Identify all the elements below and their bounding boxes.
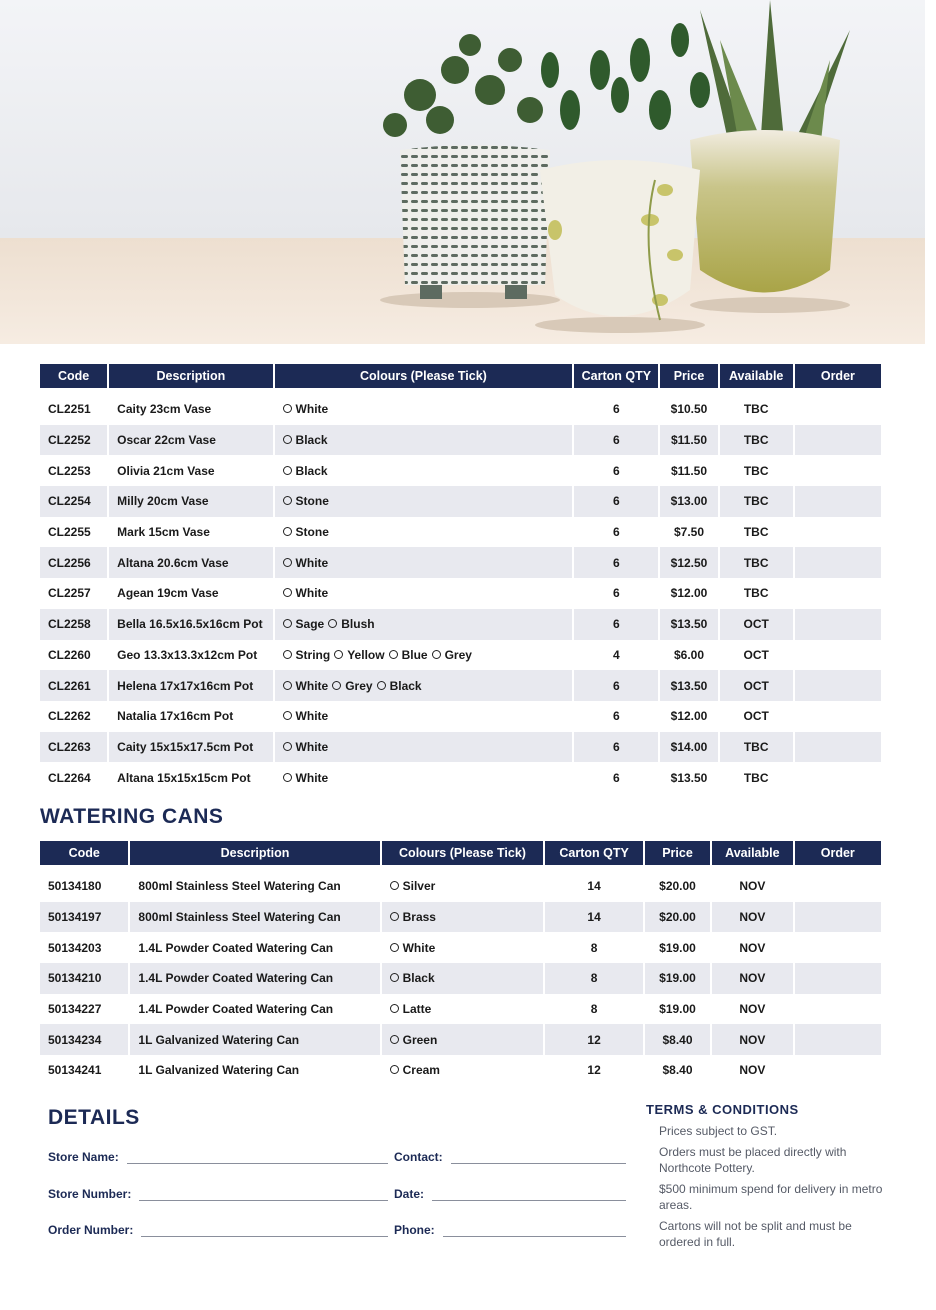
product-code: CL2255 bbox=[40, 517, 107, 548]
watering-cans-title: WATERING CANS bbox=[40, 805, 224, 828]
colour-tick-option[interactable]: Grey bbox=[332, 679, 372, 693]
order-input-cell[interactable] bbox=[795, 994, 881, 1025]
table-row bbox=[40, 425, 881, 456]
colour-tick-option[interactable]: Blue bbox=[389, 648, 428, 662]
contact-line[interactable] bbox=[451, 1151, 626, 1164]
colour-options bbox=[275, 486, 573, 517]
product-code: CL2261 bbox=[40, 670, 107, 701]
terms-item: Orders must be placed directly with Northcote Pottery. bbox=[659, 1144, 847, 1175]
date-field[interactable] bbox=[394, 1183, 626, 1201]
product-description: Altana 20.6cm Vase bbox=[109, 547, 272, 578]
price: $12.00 bbox=[660, 701, 717, 732]
store-number-field[interactable] bbox=[48, 1183, 388, 1201]
header-price: Price bbox=[660, 364, 717, 394]
order-input-cell[interactable] bbox=[795, 1024, 881, 1055]
colour-tick-option[interactable]: White bbox=[390, 941, 436, 955]
price: $12.00 bbox=[660, 578, 717, 609]
price: $19.00 bbox=[645, 932, 710, 963]
availability: NOV bbox=[712, 932, 792, 963]
colour-options bbox=[275, 578, 573, 609]
table-row bbox=[40, 578, 881, 609]
table-row bbox=[40, 547, 881, 578]
colour-options bbox=[275, 394, 573, 425]
table-row bbox=[40, 609, 881, 640]
product-description: Caity 23cm Vase bbox=[109, 394, 272, 425]
table-row bbox=[40, 455, 881, 486]
availability: TBC bbox=[720, 732, 793, 763]
carton-qty: 12 bbox=[545, 1024, 642, 1055]
carton-qty: 6 bbox=[574, 486, 658, 517]
product-description: Agean 19cm Vase bbox=[109, 578, 272, 609]
product-description: 1.4L Powder Coated Watering Can bbox=[130, 994, 379, 1025]
product-code: 50134241 bbox=[40, 1055, 128, 1086]
colour-options bbox=[275, 455, 573, 486]
order-input-cell[interactable] bbox=[795, 902, 881, 933]
order-input-cell[interactable] bbox=[795, 701, 881, 732]
price: $20.00 bbox=[645, 871, 710, 902]
order-number-label: Order Number: bbox=[48, 1223, 134, 1237]
product-code: CL2262 bbox=[40, 701, 107, 732]
colour-tick-option[interactable]: White bbox=[283, 771, 329, 785]
colour-tick-option[interactable]: Silver bbox=[390, 879, 436, 893]
colour-tick-option[interactable]: Cream bbox=[390, 1063, 440, 1077]
product-code: CL2264 bbox=[40, 762, 107, 793]
colour-tick-option[interactable]: Black bbox=[377, 679, 422, 693]
phone-line[interactable] bbox=[443, 1224, 626, 1237]
product-code: 50134210 bbox=[40, 963, 128, 994]
price: $8.40 bbox=[645, 1024, 710, 1055]
product-code: CL2254 bbox=[40, 486, 107, 517]
header-order: Order bbox=[795, 841, 881, 871]
table-row bbox=[40, 670, 881, 701]
colour-options bbox=[382, 1055, 544, 1086]
terms-item: $500 minimum spend for delivery in metro areas. bbox=[659, 1181, 883, 1212]
terms-item: Cartons will not be split and must be ordered in full. bbox=[659, 1218, 852, 1249]
product-description: Mark 15cm Vase bbox=[109, 517, 272, 548]
carton-qty: 4 bbox=[574, 640, 658, 671]
phone-field[interactable] bbox=[394, 1219, 626, 1237]
details-title: DETAILS bbox=[48, 1106, 140, 1129]
colour-options bbox=[275, 670, 573, 701]
price: $19.00 bbox=[645, 994, 710, 1025]
colour-tick-option[interactable]: White bbox=[283, 556, 329, 570]
table-row bbox=[40, 486, 881, 517]
price: $14.00 bbox=[660, 732, 717, 763]
availability: OCT bbox=[720, 640, 793, 671]
table-row bbox=[40, 932, 881, 963]
colour-tick-option[interactable]: Grey bbox=[432, 648, 472, 662]
colour-tick-option[interactable]: Yellow bbox=[334, 648, 384, 662]
carton-qty: 6 bbox=[574, 670, 658, 701]
product-code: CL2251 bbox=[40, 394, 107, 425]
colour-options bbox=[382, 994, 544, 1025]
price: $6.00 bbox=[660, 640, 717, 671]
carton-qty: 6 bbox=[574, 394, 658, 425]
availability: OCT bbox=[720, 701, 793, 732]
product-description: Olivia 21cm Vase bbox=[109, 455, 272, 486]
colour-options bbox=[275, 547, 573, 578]
carton-qty: 8 bbox=[545, 963, 642, 994]
table-row bbox=[40, 732, 881, 763]
price: $12.50 bbox=[660, 547, 717, 578]
terms-item: Prices subject to GST. bbox=[659, 1124, 778, 1138]
carton-qty: 14 bbox=[545, 902, 642, 933]
price: $11.50 bbox=[660, 455, 717, 486]
availability: NOV bbox=[712, 1024, 792, 1055]
product-code: CL2256 bbox=[40, 547, 107, 578]
contact-field[interactable] bbox=[394, 1146, 626, 1164]
carton-qty: 6 bbox=[574, 547, 658, 578]
header-colours: Colours (Please Tick) bbox=[382, 841, 544, 871]
availability: OCT bbox=[720, 670, 793, 701]
order-input-cell[interactable] bbox=[795, 394, 881, 425]
product-description: Bella 16.5x16.5x16cm Pot bbox=[109, 609, 272, 640]
table-row bbox=[40, 871, 881, 902]
colour-options bbox=[275, 762, 573, 793]
header-available: Available bbox=[712, 841, 792, 871]
store-number-line[interactable] bbox=[139, 1188, 388, 1201]
colour-options bbox=[382, 932, 544, 963]
product-code: CL2252 bbox=[40, 425, 107, 456]
price: $11.50 bbox=[660, 425, 717, 456]
availability: OCT bbox=[720, 609, 793, 640]
carton-qty: 6 bbox=[574, 701, 658, 732]
table-row bbox=[40, 963, 881, 994]
order-input-cell[interactable] bbox=[795, 932, 881, 963]
terms-and-conditions bbox=[646, 1102, 886, 1255]
order-input-cell[interactable] bbox=[795, 762, 881, 793]
order-input-cell[interactable] bbox=[795, 547, 881, 578]
carton-qty: 6 bbox=[574, 732, 658, 763]
product-description: 1.4L Powder Coated Watering Can bbox=[130, 963, 379, 994]
carton-qty: 14 bbox=[545, 871, 642, 902]
product-code: 50134197 bbox=[40, 902, 128, 933]
table-row bbox=[40, 762, 881, 793]
colour-tick-option[interactable]: White bbox=[283, 709, 329, 723]
header-code: Code bbox=[40, 841, 128, 871]
colour-options bbox=[382, 963, 544, 994]
colour-options bbox=[382, 871, 544, 902]
table-row bbox=[40, 902, 881, 933]
colour-options bbox=[275, 425, 573, 456]
availability: TBC bbox=[720, 517, 793, 548]
carton-qty: 12 bbox=[545, 1055, 642, 1086]
availability: TBC bbox=[720, 394, 793, 425]
price: $10.50 bbox=[660, 394, 717, 425]
product-description: 1L Galvanized Watering Can bbox=[130, 1055, 379, 1086]
order-number-field[interactable] bbox=[48, 1219, 388, 1237]
order-input-cell[interactable] bbox=[795, 963, 881, 994]
date-line[interactable] bbox=[432, 1188, 626, 1201]
hero-photo-plants-in-pots bbox=[0, 0, 925, 344]
table-header-row bbox=[40, 841, 881, 871]
header-carton-qty: Carton QTY bbox=[574, 364, 658, 394]
order-input-cell[interactable] bbox=[795, 640, 881, 671]
colour-tick-option[interactable]: Latte bbox=[390, 1002, 432, 1016]
order-input-cell[interactable] bbox=[795, 486, 881, 517]
store-name-field[interactable] bbox=[48, 1146, 388, 1164]
carton-qty: 6 bbox=[574, 762, 658, 793]
colour-tick-option[interactable]: White bbox=[283, 740, 329, 754]
colour-tick-option[interactable]: Stone bbox=[283, 525, 329, 539]
product-code: CL2258 bbox=[40, 609, 107, 640]
order-input-cell[interactable] bbox=[795, 425, 881, 456]
colour-tick-option[interactable]: Stone bbox=[283, 494, 329, 508]
price: $13.50 bbox=[660, 670, 717, 701]
header-order: Order bbox=[795, 364, 881, 394]
order-input-cell[interactable] bbox=[795, 578, 881, 609]
carton-qty: 6 bbox=[574, 609, 658, 640]
colour-options bbox=[275, 701, 573, 732]
product-description: Geo 13.3x13.3x12cm Pot bbox=[109, 640, 272, 671]
table-row bbox=[40, 994, 881, 1025]
availability: NOV bbox=[712, 1055, 792, 1086]
availability: NOV bbox=[712, 871, 792, 902]
colour-options bbox=[275, 609, 573, 640]
price: $8.40 bbox=[645, 1055, 710, 1086]
colour-options bbox=[382, 1024, 544, 1055]
header-description: Description bbox=[109, 364, 272, 394]
availability: TBC bbox=[720, 762, 793, 793]
order-input-cell[interactable] bbox=[795, 517, 881, 548]
terms-title: TERMS & CONDITIONS bbox=[646, 1102, 799, 1117]
watering-cans-order-table bbox=[38, 841, 883, 1086]
price: $13.50 bbox=[660, 762, 717, 793]
product-code: CL2260 bbox=[40, 640, 107, 671]
colour-options bbox=[275, 732, 573, 763]
order-input-cell[interactable] bbox=[795, 1055, 881, 1086]
carton-qty: 8 bbox=[545, 994, 642, 1025]
availability: NOV bbox=[712, 902, 792, 933]
product-code: CL2263 bbox=[40, 732, 107, 763]
product-description: Helena 17x17x16cm Pot bbox=[109, 670, 272, 701]
colour-tick-option[interactable]: Brass bbox=[390, 910, 436, 924]
colour-options bbox=[275, 517, 573, 548]
availability: TBC bbox=[720, 547, 793, 578]
product-code: 50134234 bbox=[40, 1024, 128, 1055]
colour-tick-option[interactable]: String bbox=[283, 648, 331, 662]
colour-options bbox=[275, 640, 573, 671]
colour-tick-option[interactable]: Blush bbox=[328, 617, 374, 631]
product-code: 50134227 bbox=[40, 994, 128, 1025]
price: $20.00 bbox=[645, 902, 710, 933]
product-code: 50134203 bbox=[40, 932, 128, 963]
order-number-line[interactable] bbox=[141, 1224, 388, 1237]
product-description: Milly 20cm Vase bbox=[109, 486, 272, 517]
header-carton-qty: Carton QTY bbox=[545, 841, 642, 871]
colour-tick-option[interactable]: White bbox=[283, 586, 329, 600]
colour-tick-option[interactable]: Black bbox=[390, 971, 435, 985]
order-input-cell[interactable] bbox=[795, 732, 881, 763]
product-description: Oscar 22cm Vase bbox=[109, 425, 272, 456]
product-code: 50134180 bbox=[40, 871, 128, 902]
order-input-cell[interactable] bbox=[795, 609, 881, 640]
availability: TBC bbox=[720, 455, 793, 486]
product-description: 800ml Stainless Steel Watering Can bbox=[130, 871, 379, 902]
order-input-cell[interactable] bbox=[795, 871, 881, 902]
store-name-label: Store Name: bbox=[48, 1150, 119, 1164]
header-code: Code bbox=[40, 364, 107, 394]
order-input-cell[interactable] bbox=[795, 670, 881, 701]
product-description: 800ml Stainless Steel Watering Can bbox=[130, 902, 379, 933]
phone-label: Phone: bbox=[394, 1223, 435, 1237]
order-input-cell[interactable] bbox=[795, 455, 881, 486]
colour-tick-option[interactable]: Black bbox=[283, 464, 328, 478]
carton-qty: 6 bbox=[574, 517, 658, 548]
date-label: Date: bbox=[394, 1187, 425, 1201]
table-row bbox=[40, 517, 881, 548]
availability: TBC bbox=[720, 425, 793, 456]
product-code: CL2253 bbox=[40, 455, 107, 486]
table-row bbox=[40, 1055, 881, 1086]
price: $19.00 bbox=[645, 963, 710, 994]
contact-label: Contact: bbox=[394, 1150, 443, 1164]
availability: NOV bbox=[712, 994, 792, 1025]
product-description: Altana 15x15x15cm Pot bbox=[109, 762, 272, 793]
pots-order-table bbox=[38, 364, 883, 793]
price: $13.50 bbox=[660, 609, 717, 640]
header-description: Description bbox=[130, 841, 379, 871]
colour-tick-option[interactable]: Black bbox=[283, 433, 328, 447]
availability: TBC bbox=[720, 578, 793, 609]
colour-tick-option[interactable]: Green bbox=[390, 1033, 438, 1047]
price: $7.50 bbox=[660, 517, 717, 548]
store-number-label: Store Number: bbox=[48, 1187, 132, 1201]
table-row bbox=[40, 701, 881, 732]
colour-options bbox=[382, 902, 544, 933]
store-name-line[interactable] bbox=[127, 1151, 388, 1164]
header-available: Available bbox=[720, 364, 793, 394]
header-price: Price bbox=[645, 841, 710, 871]
availability: TBC bbox=[720, 486, 793, 517]
table-row bbox=[40, 1024, 881, 1055]
product-description: Caity 15x15x17.5cm Pot bbox=[109, 732, 272, 763]
product-code: CL2257 bbox=[40, 578, 107, 609]
table-row bbox=[40, 640, 881, 671]
colour-tick-option[interactable]: Sage bbox=[283, 617, 325, 631]
carton-qty: 8 bbox=[545, 932, 642, 963]
product-description: 1L Galvanized Watering Can bbox=[130, 1024, 379, 1055]
table-row bbox=[40, 394, 881, 425]
carton-qty: 6 bbox=[574, 578, 658, 609]
header-colours: Colours (Please Tick) bbox=[275, 364, 573, 394]
colour-tick-option[interactable]: White bbox=[283, 402, 329, 416]
carton-qty: 6 bbox=[574, 425, 658, 456]
price: $13.00 bbox=[660, 486, 717, 517]
product-description: 1.4L Powder Coated Watering Can bbox=[130, 932, 379, 963]
carton-qty: 6 bbox=[574, 455, 658, 486]
colour-tick-option[interactable]: White bbox=[283, 679, 329, 693]
availability: NOV bbox=[712, 963, 792, 994]
table-header-row bbox=[40, 364, 881, 394]
product-description: Natalia 17x16cm Pot bbox=[109, 701, 272, 732]
